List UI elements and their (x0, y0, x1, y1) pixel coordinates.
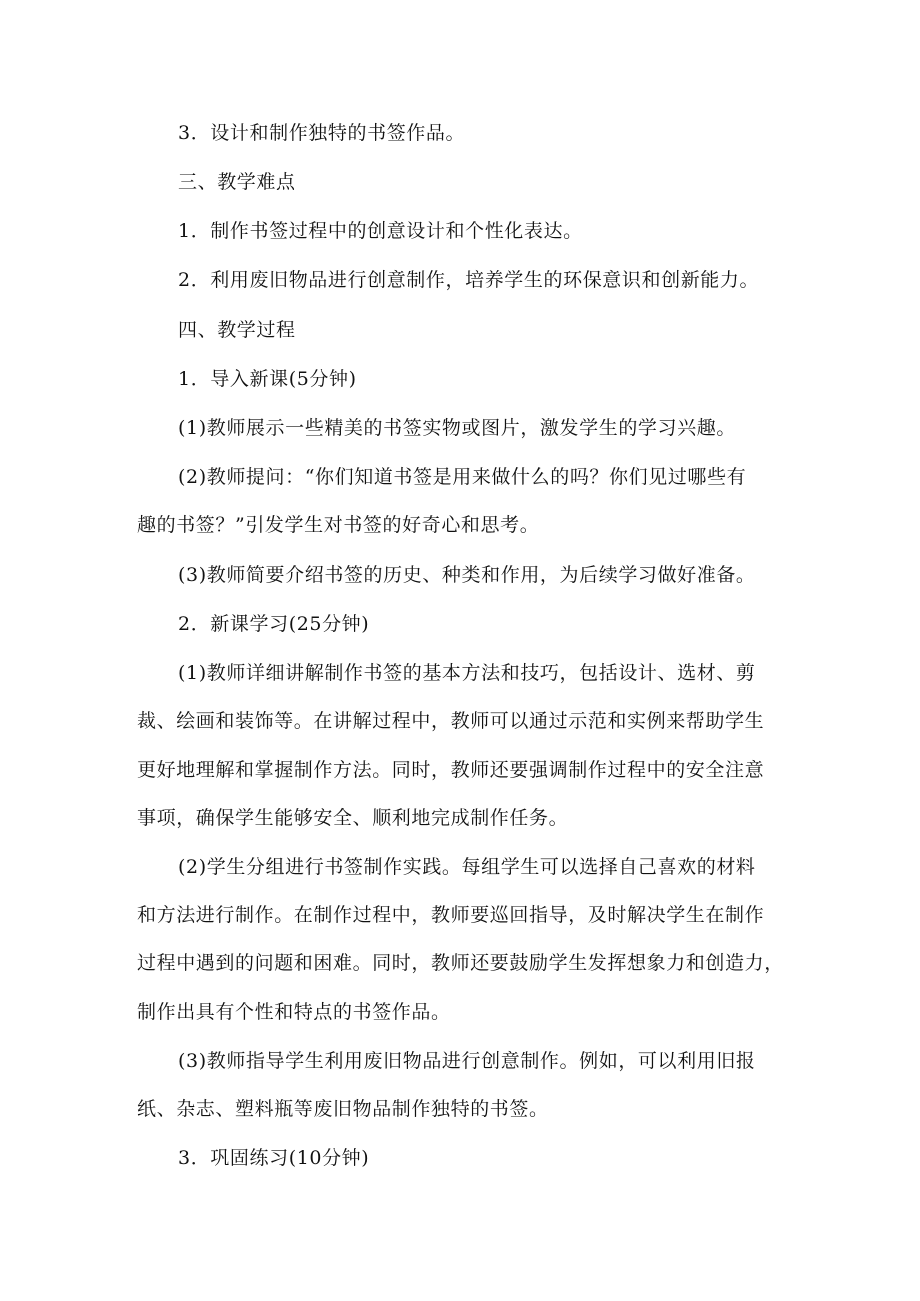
paragraph-line: 过程中遇到的问题和困难。同时，教师还要鼓励学生发挥想象力和创造力， (137, 952, 784, 974)
paragraph-line: (1)教师详细讲解制作书签的基本方法和技巧，包括设计、选材、剪 (178, 662, 756, 684)
step-heading-practice: 3．巩固练习(10分钟) (178, 1147, 370, 1169)
paragraph-line: 更好地理解和掌握制作方法。同时，教师还要强调制作过程中的安全注意 (137, 759, 765, 781)
list-item-recycling: 2．利用废旧物品进行创意制作，培养学生的环保意识和创新能力。 (178, 269, 760, 291)
step-heading-new-lesson: 2．新课学习(25分钟) (178, 613, 370, 635)
paragraph-line: (1)教师展示一些精美的书签实物或图片，激发学生的学习兴趣。 (178, 417, 736, 439)
paragraph-line: 趣的书签？”引发学生对书签的好奇心和思考。 (137, 514, 540, 536)
list-item-creative-design: 1．制作书签过程中的创意设计和个性化表达。 (178, 220, 583, 242)
paragraph-line: (3)教师指导学生利用废旧物品进行创意制作。例如，可以利用旧报 (178, 1050, 756, 1072)
section-heading-difficulties: 三、教学难点 (178, 171, 296, 193)
paragraph-line: (3)教师简要介绍书签的历史、种类和作用，为后续学习做好准备。 (178, 564, 756, 586)
paragraph-line: 事项，确保学生能够安全、顺利地完成制作任务。 (137, 807, 569, 829)
paragraph-line: 和方法进行制作。在制作过程中，教师要巡回指导，及时解决学生在制作 (137, 904, 765, 926)
step-heading-intro: 1．导入新课(5分钟) (178, 368, 357, 390)
paragraph-line: 制作出具有个性和特点的书签作品。 (137, 1001, 451, 1023)
paragraph-line: (2)学生分组进行书签制作实践。每组学生可以选择自己喜欢的材料 (178, 856, 756, 878)
paragraph-line: (2)教师提问：“你们知道书签是用来做什么的吗？你们见过哪些有 (178, 466, 747, 488)
paragraph-line: 纸、杂志、塑料瓶等废旧物品制作独特的书签。 (137, 1098, 549, 1120)
paragraph-line: 裁、绘画和装饰等。在讲解过程中，教师可以通过示范和实例来帮助学生 (137, 710, 765, 732)
section-heading-process: 四、教学过程 (178, 319, 296, 341)
list-item-design-bookmark: 3．设计和制作独特的书签作品。 (178, 122, 466, 144)
